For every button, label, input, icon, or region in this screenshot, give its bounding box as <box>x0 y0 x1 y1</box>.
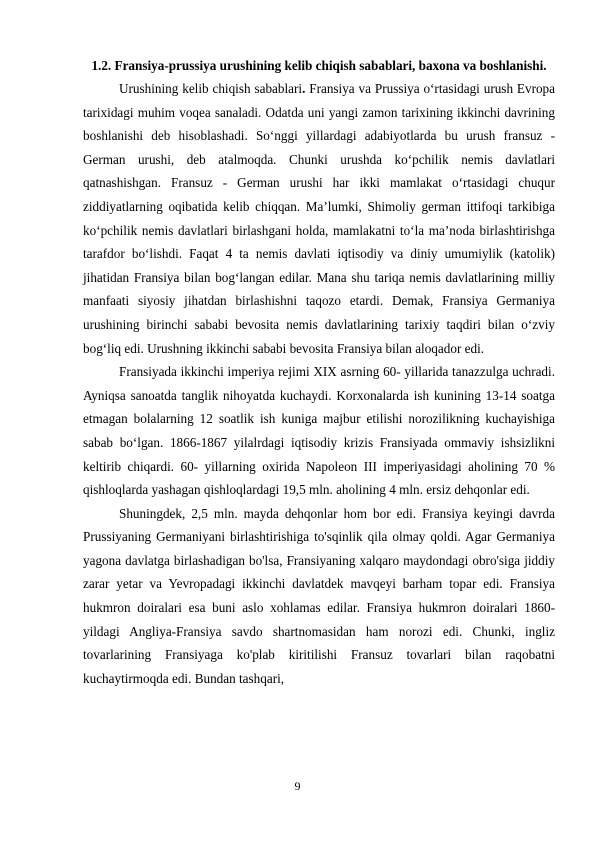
paragraph-2: Fransiyada ikkinchi imperiya rejimi XIX asrning 60- yillarida tanazzulga uchradi. Ayniqsa sanoatda tanglik nihoyatda kuchaydi. Korxonalarda ish kunining 13-14 soatga etmagan bolalarning 12 soatlik ish kuniga majbur etilishi norozilikning kuchayishiga sabab bo‘lgan. 1866-1867 yilalrdagi iqtisodiy krizis Fransiyada ommaviy ishsizlikni keltirib chiqardi. 60- yillarning oxirida Napoleon III imperiyasidagi aholining 70 % qishloqlarda yashagan qishloqlardagi 19,5 mln. aholining 4 mln. ersiz dehqonlar edi. <box>83 364 555 498</box>
paragraph-1-text: Fransiya va Prussiya o‘rtasidagi urush Evropa tarixidagi muhim voqea sanaladi. Odatda uni yangi zamon tarixining ikkinchi davrining boshlanishi deb hisoblashadi. So‘nggi yillardagi adabiyotlarda bu urush fransuz - German urushi, deb atalmoqda. Chunki urushda ko‘pchilik nemis davlatlari qatnashishgan. Fransuz - German urushi har ikki mamlakat o‘rtasidagi chuqur ziddiyatlarning oqibatida kelib chiqqan. Ma’lumki, Shimoliy german ittifoqi tarkibiga ko‘pchilik nemis davlatlari birlashgani holda, mamlakatni to‘la ma’noda birlashtirishga tarafdor bo‘lishdi. Faqat 4 ta nemis davlati iqtisodiy va diniy umumiylik (katolik) jihatidan Fransiya bilan bog‘langan edilar. Mana shu tariqa nemis davlatlarining milliy manfaati siyosiy jihatdan birlashishni taqozo etardi. Demak, Fransiya Germaniya urushining birinchi sababi bevosita nemis davlatlarining tarixiy taqdiri bilan o‘zviy bog‘liq edi. Urushning ikkinchi sababi bevosita Fransiya bilan aloqador edi. <box>83 81 555 356</box>
paragraph-1-lead: Urushining kelib chiqish sabablari <box>119 81 303 96</box>
page-number: 9 <box>294 779 301 793</box>
section-heading: 1.2. Fransiya-prussiya urushining kelib chiqish sabablari, baxona va boshlanishi. <box>91 58 547 73</box>
page-body <box>83 54 555 690</box>
paragraph-1-dot: . <box>302 81 306 96</box>
paragraph-1 <box>83 77 555 360</box>
paragraph-3: Shuningdek, 2,5 mln. mayda dehqonlar hom bor edi. Fransiya keyingi davrda Prussiyaning Germaniyani birlashtirishiga to'sqinlik qila olmay qoldi. Agar Germaniya yagona davlatga birlashadigan bo'lsa, Fransiyaning xalqaro maydondagi obro'siga jiddiy zarar yetar va Yevropadagi ikkinchi davlatdek mavqeyi barham topar edi. Fransiya hukmron doiralari esa buni aslo xohlamas edilar. Fransiya hukmron doiralari 1860- yildagi Angliya-Fransiya savdo shartnomasidan ham norozi edi. Chunki, ingliz tovarlarining Fransiyaga ko'plab kiritilishi Fransuz tovarlari bilan raqobatni kuchaytirmoqda edi. Bundan tashqari, <box>83 505 555 686</box>
